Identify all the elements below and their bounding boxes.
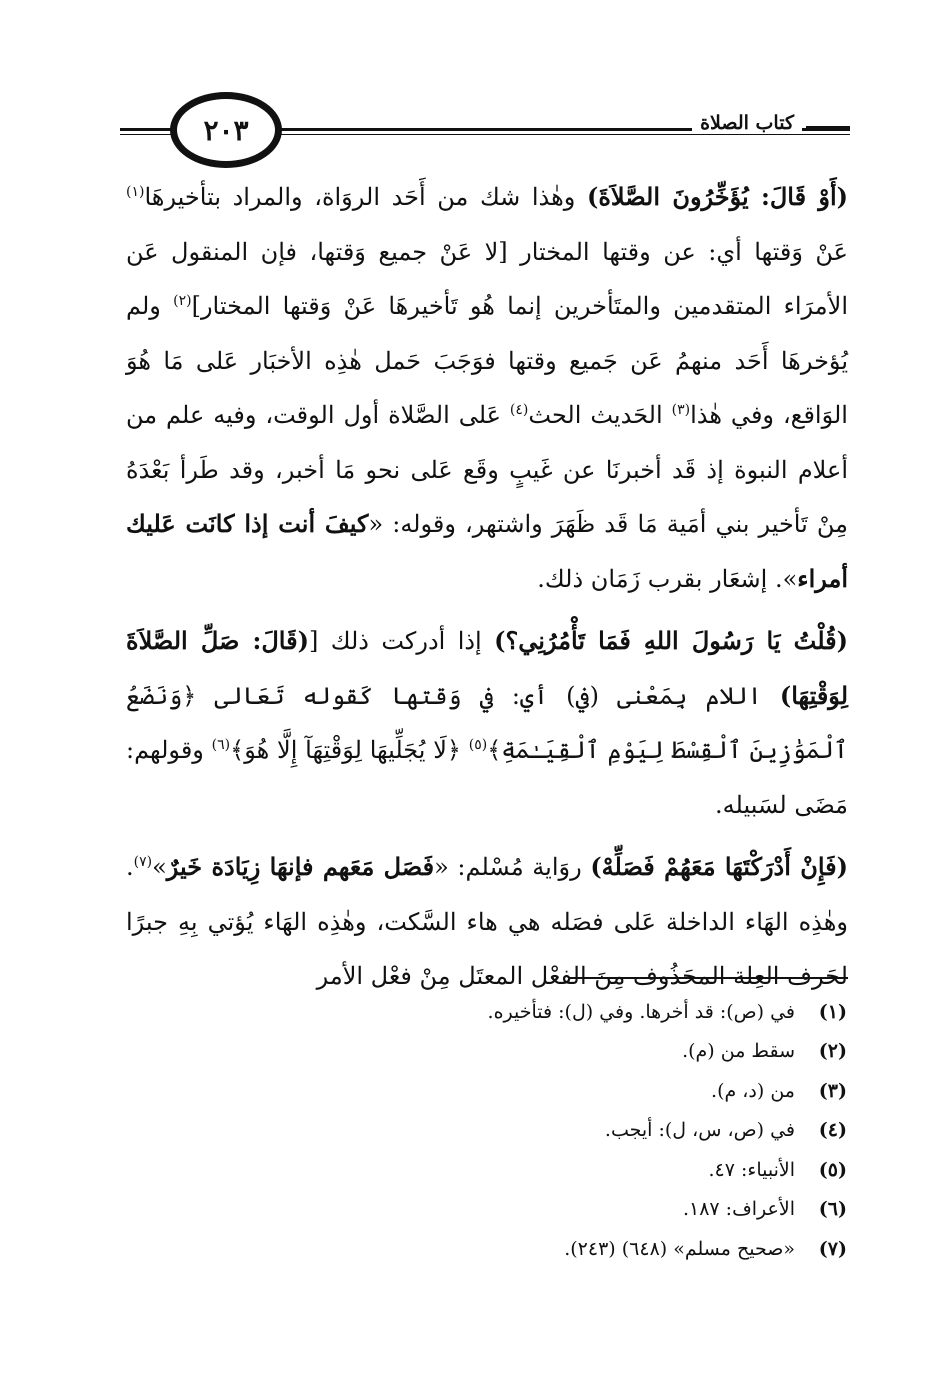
footnote-ref-2[interactable]: (٢) xyxy=(173,293,192,309)
page-number: ٢٠٣ xyxy=(170,92,282,168)
quran-verse: ﴿وَنَضَعُ ٱلْمَوَٰزِينَ ٱلْقِسْطَ لِيَوْمِ ٱلْقِيَـٰمَةِ﴾ xyxy=(126,681,848,764)
text-span: الحَديث الحث xyxy=(528,401,672,429)
footnote-divider xyxy=(568,977,848,979)
text-span: ». إشعَار بقرب زَمَان ذلك. xyxy=(537,564,798,593)
hadith-phrase: (قَالَ: صَلِّ الصَّلاَةَ لِوَقْتِهَا) xyxy=(126,626,848,710)
text-span: ولم يُؤخرهَا أَحَد منهمُ عَن جَميع وقتها فوَجَبَ حَمل هٰذِه الأخبَار عَلى مَا هُوَ الوَاقع، وفي هٰذا xyxy=(126,292,848,429)
footnote-ref-7[interactable]: (٧) xyxy=(133,854,153,870)
footnote-ref-5[interactable]: (٥) xyxy=(468,737,488,753)
footnote-number: (٥) xyxy=(818,1158,847,1181)
footnote-number: (١) xyxy=(818,1000,847,1023)
text-span: وقولهم: مَضَى لسَبيله. xyxy=(126,736,848,819)
text-span: إذا أدركت ذلك [ xyxy=(308,627,495,655)
footnote-number: (٤) xyxy=(818,1119,847,1142)
text-span: روَاية مُسْلم: « xyxy=(434,853,591,881)
footnote xyxy=(287,1032,847,1072)
text-span: عَلى الصَّلاة أول الوقت، وفيه علم من أعلام النبوة إذ قَد أخبرنَا عن غَيبٍ وقَع عَلى نحو مَا أخبر، وقد طَرأ بَعْدَهُ مِنْ تَأخير بني أمَية مَا قَد ظَهَرَ واشتهر، وقوله: « xyxy=(126,401,848,538)
footnote-text: في (ص): قد أخرها. وفي (ل): فتأخيره. xyxy=(487,1000,795,1023)
running-title: كتاب الصلاة xyxy=(692,112,802,134)
title-rule-tail xyxy=(806,126,850,129)
quran-verse: ﴿لَا يُجَلِّيهَا لِوَقْتِهَآ إِلَّا هُوَ﴾ xyxy=(230,736,461,764)
text-span: » xyxy=(152,853,167,881)
footnote-text: الأنبياء: ٤٧. xyxy=(708,1158,795,1181)
footnote-number: (٦) xyxy=(818,1198,847,1221)
footnotes xyxy=(287,992,847,1269)
text-span: اللام بِمَعْنى (في) أي: في وَقتها كَقوله تَعَالى xyxy=(196,681,780,710)
footnote-number: (٢) xyxy=(818,1040,847,1063)
text-span: وهٰذا شك من أَحَد الروَاة، والمراد بتأخيرهَا xyxy=(144,183,587,211)
footnote xyxy=(287,1071,847,1111)
footnote xyxy=(287,1229,847,1269)
text-span: . وهٰذِه الهَاء الداخلة عَلى فصَله هي هاء السَّكت، وهٰذِه الهَاء يُؤتي بِهِ جبرًا لحَرف العِلة المحَذُوف مِنَ الفعْل المعتَل مِنْ فعْل الأمر xyxy=(126,853,848,990)
footnote-number: (٣) xyxy=(818,1079,847,1102)
footnote-text: «صحيح مسلم» (٦٤٨) (٢٤٣). xyxy=(564,1237,795,1260)
text-span xyxy=(461,736,469,764)
page-header xyxy=(120,88,850,168)
footnote-ref-3[interactable]: (٣) xyxy=(671,402,691,418)
footnote-ref-1[interactable]: (١) xyxy=(126,184,145,200)
footnote-text: الأعراف: ١٨٧. xyxy=(682,1198,795,1221)
footnote xyxy=(287,1190,847,1230)
hadith-phrase: (فَإِنْ أَدْرَكْتَهَا مَعَهُمْ فَصَلِّهْ) xyxy=(590,852,849,881)
footnote xyxy=(287,992,847,1032)
hadith-phrase: (قُلْتُ يَا رَسُولَ اللهِ فَمَا تَأْمُرُنِي؟) xyxy=(494,626,848,655)
footnote-ref-6[interactable]: (٦) xyxy=(211,737,231,753)
hadith-phrase: (أَوْ قَالَ: يُؤَخِّرُونَ الصَّلاَةَ) xyxy=(586,182,848,211)
hadith-quote: كيفَ أنت إذا كانَت عَليك أمراء xyxy=(126,509,848,593)
footnote xyxy=(287,1150,847,1190)
footnote-text: من (د، م). xyxy=(711,1079,795,1102)
paragraph-1 xyxy=(126,170,848,606)
paragraph-2 xyxy=(126,614,848,832)
footnote-number: (٧) xyxy=(818,1237,847,1260)
footnote-text: سقط من (م). xyxy=(682,1040,795,1063)
main-text xyxy=(126,170,848,1004)
footnote-text: في (ص، س، ل): أيجب. xyxy=(604,1119,795,1142)
footnote-ref-4[interactable]: (٤) xyxy=(509,402,529,418)
hadith-quote: فَصَل مَعَهم فإنهَا زِيَادَة خَيرٌ xyxy=(166,852,435,881)
footnote xyxy=(287,1111,847,1151)
text-span: عَنْ وَقتها أي: عن وقتها المختار [لا عَنْ جميع وَقتها، فإن المنقول عَن الأمرَاء المتقدمين والمتَأخرين إنما هُو تَأخيرهَا عَنْ وَقتها المختار] xyxy=(126,237,848,320)
